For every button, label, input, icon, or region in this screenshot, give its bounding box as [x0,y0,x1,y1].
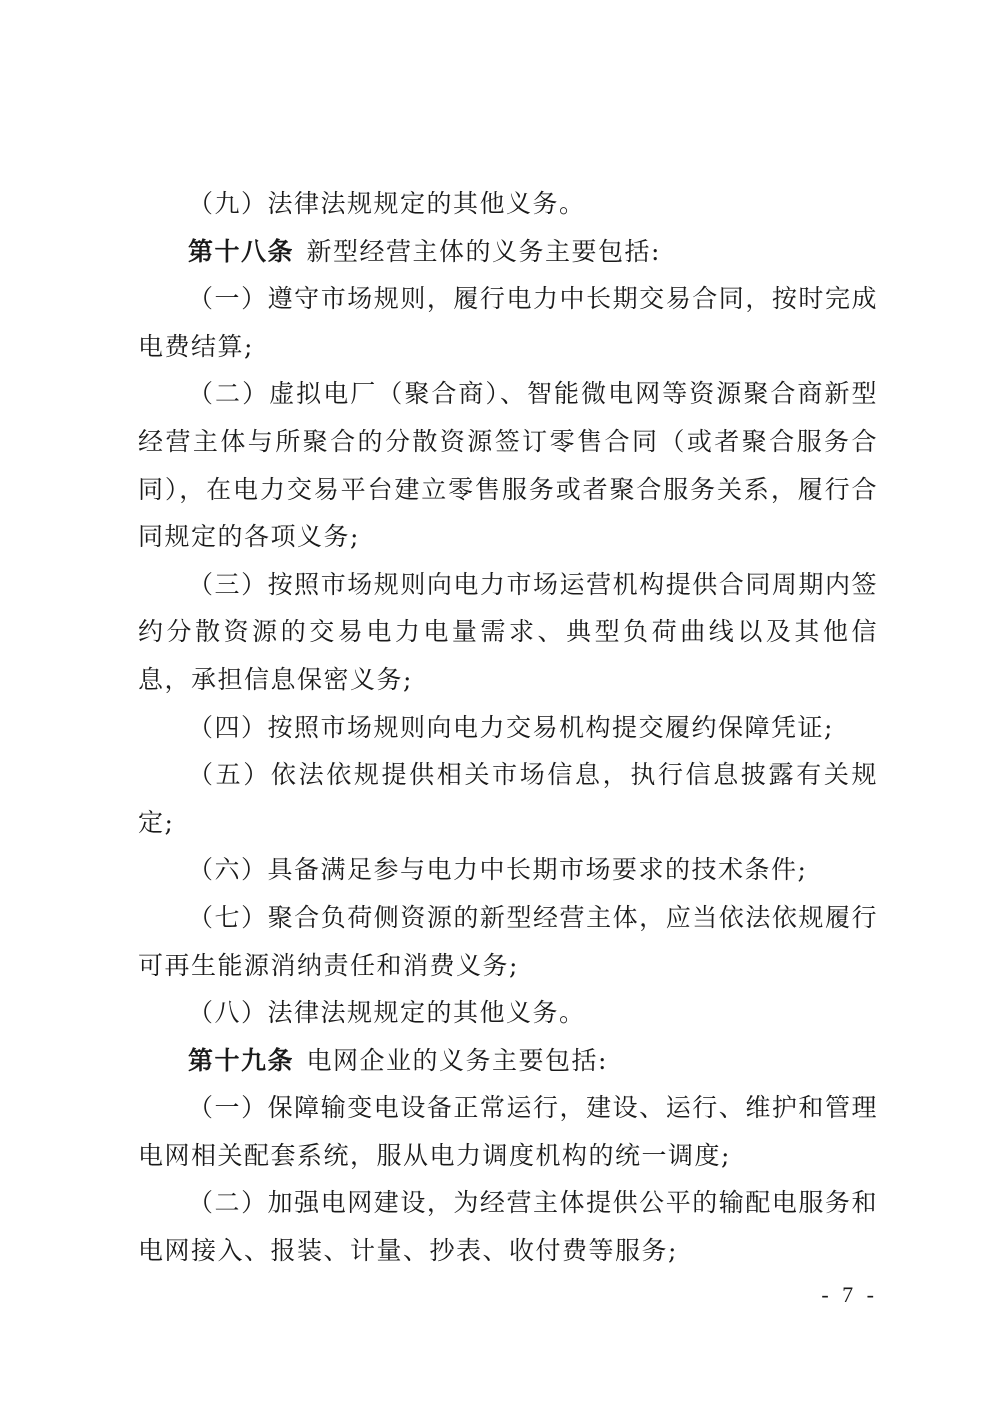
article-number: 第十九条 [188,1045,295,1075]
article-text: 新型经营主体的义务主要包括: [306,236,661,266]
list-item: （四）按照市场规则向电力交易机构提交履约保障凭证; [188,712,834,742]
list-item: （二）加强电网建设，为经营主体提供公平的输配电服务和电网接入、报装、计量、抄表、收付费等服务; [138,1188,878,1266]
article-text: 电网企业的义务主要包括: [306,1045,608,1075]
article-heading [138,228,878,276]
list-item: （一）保障输变电设备正常运行，建设、运行、维护和管理电网相关配套系统，服从电力调度机构的统一调度; [138,1093,878,1170]
list-item: （九）法律法规规定的其他义务。 [188,189,586,218]
list-item: （八）法律法规规定的其他义务。 [188,998,586,1028]
list-item: （一）遵守市场规则，履行电力中长期交易合同，按时完成电费结算; [138,284,878,361]
list-item: （五）依法依规提供相关市场信息，执行信息披露有关规定; [138,760,878,837]
article-heading [138,1037,878,1085]
document-body [138,180,878,1275]
list-item: （二）虚拟电厂（聚合商）、智能微电网等资源聚合商新型经营主体与所聚合的分散资源签订零售合同（或者聚合服务合同），在电力交易平台建立零售服务或者聚合服务关系，履行合同规定的各项义务; [138,379,878,552]
list-item: （六）具备满足参与电力中长期市场要求的技术条件; [188,855,808,885]
list-item: （七）聚合负荷侧资源的新型经营主体，应当依法依规履行可再生能源消纳责任和消费义务; [138,902,878,980]
article-number: 第十八条 [188,236,295,266]
page-number: - 7 - [821,1282,878,1307]
list-item: （三）按照市场规则向电力市场运营机构提供合同周期内签约分散资源的交易电力电量需求、典型负荷曲线以及其他信息，承担信息保密义务; [138,569,878,694]
